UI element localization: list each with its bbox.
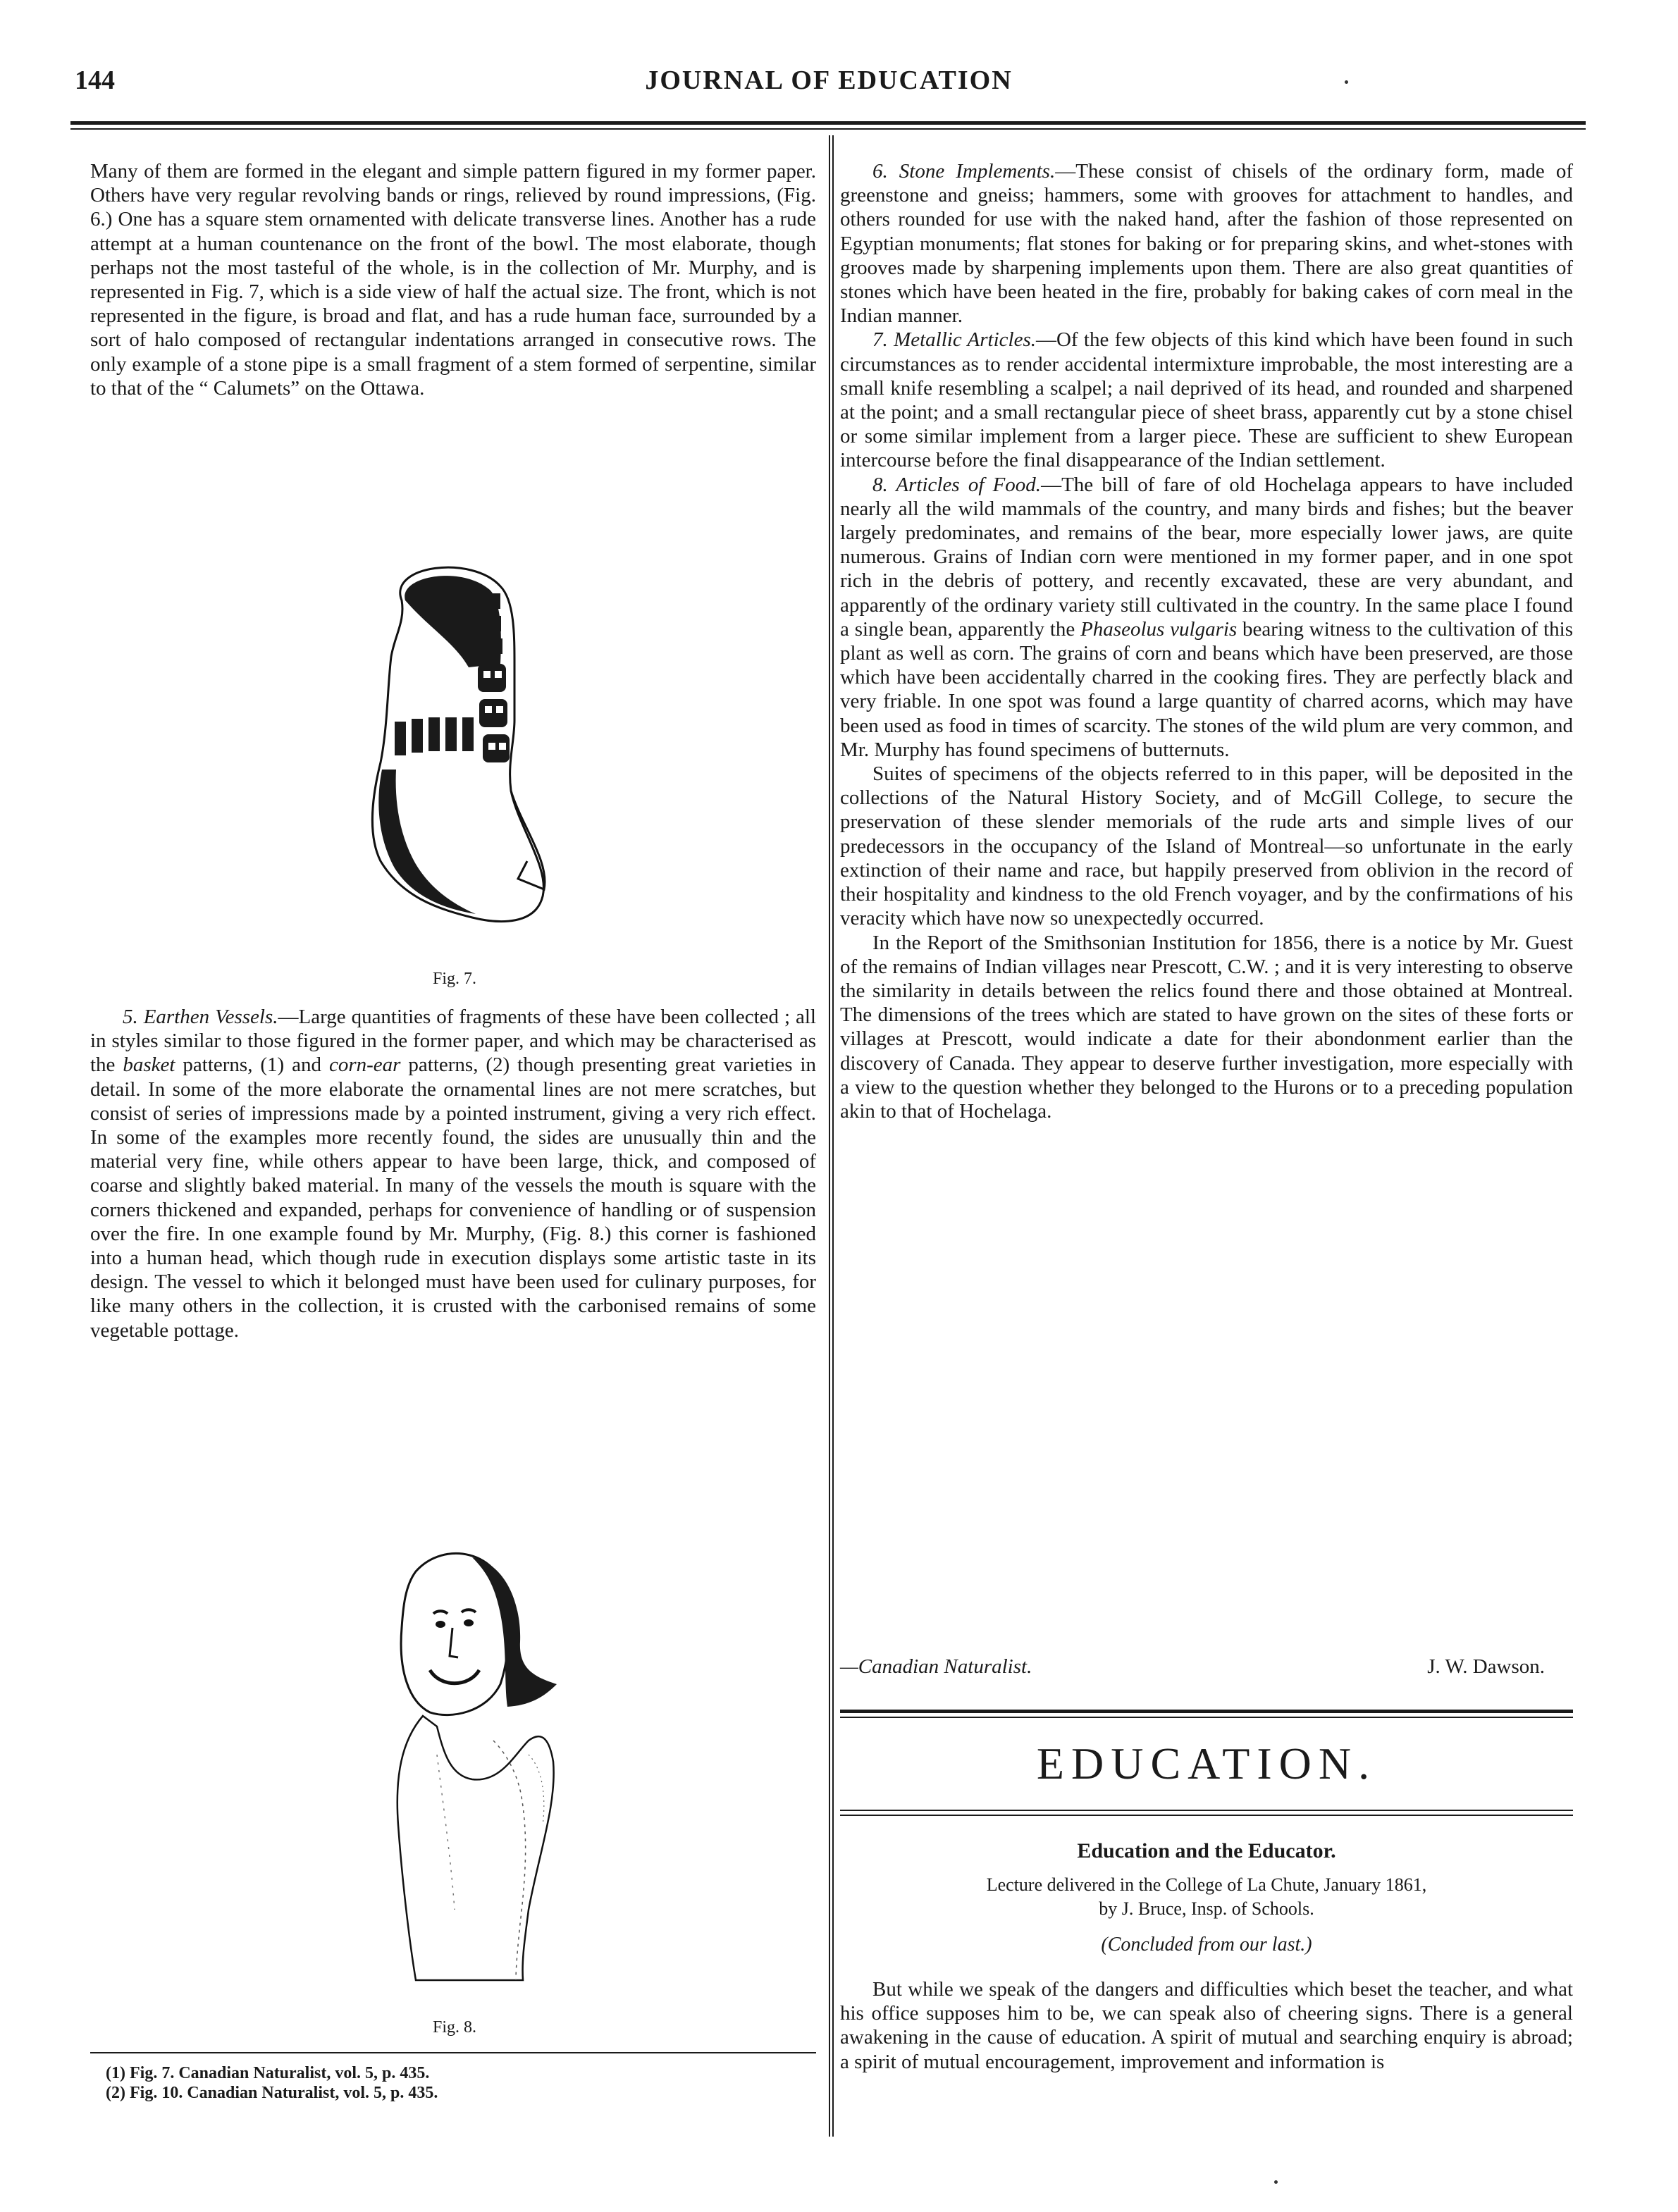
column-divider-inner [832, 135, 834, 2137]
footnote-rule [90, 2052, 816, 2053]
stone-implements-heading: 6. Stone Implements. [872, 160, 1056, 183]
source-credit: —Canadian Naturalist. [840, 1655, 1032, 1678]
food-text-b: bearing witness to the cultivation of this plant as well as corn. The grains of corn and beans which have been preserved, are those which have been accidentally charred in the cooking fires. They are perfectly black and very friable. In one spot was found a large quantity of charred acorns, which may have been used as food in times of scarcity. The stones of the wild plum are very common, and Mr. Murphy has found specimens of butternuts. [840, 617, 1574, 761]
print-speck [1345, 80, 1348, 84]
earthen-text-a: —Large quantities of fragments of these have been collected ; all in styles similar to those figured in the former paper, and which may be characterised as the [90, 1006, 816, 1077]
article-body [840, 1977, 1573, 2074]
article-title: Education and the Educator. [1077, 1839, 1336, 1862]
earthen-text-b: patterns, (1) and [175, 1054, 329, 1077]
journal-title: JOURNAL OF EDUCATION [645, 66, 1013, 95]
stone-implements-text: —These consist of chisels of the ordinary form, made of greenstone and gneiss; hammers, some with grooves for attachment to handles, and others rounded for use with the naked hand, after the fashion of those represented on Egyptian monuments; flat stones for baking or for preparing skins, and whet-stones with grooves made by sharpening implements upon them. There are also great quantities of stones which have been heated in the fire, probably for baking cakes of corn meal in the Indian manner. [840, 160, 1574, 328]
article-continuation-note: (Concluded from our last.) [1101, 1934, 1312, 1955]
earthen-text-c: patterns, (2) though presenting great varieties in detail. In some of the more elaborate the ornamental lines are not mere scratches, but consist of series of impressions made by a pointed instrument, giving a very rich effect. In some of the examples more recently found, the sides are unusually thin and the material very fine, while others appear to have been large, thick, and composed of coarse and slightly baked material. In many of the vessels the mouth is square with the corners thickened and expanded, perhaps for convenience of handling or of suspension over the fire. In one example found by Mr. Murphy, (Fig. 8.) this corner is fashioned into a human head, which though rude in execution displays some artistic taste in its design. The vessel to which it belonged must have been used for culinary purposes, for like many others in the collection, it is crusted with the carbonised remains of some vegetable pottage. [90, 1054, 816, 1342]
fig8-vessel-head-illustration [331, 1543, 599, 1994]
article-signoff [840, 1655, 1573, 1679]
fig8-caption: Fig. 8. [432, 2018, 476, 2037]
paragraph-stone-implements [840, 159, 1573, 328]
paragraph-earthen-vessels [90, 1005, 816, 1342]
article-subtitle-author: by J. Bruce, Insp. of Schools. [1099, 1898, 1314, 1919]
fig7-pipe-illustration [338, 558, 571, 967]
footnote-1: (1) Fig. 7. Canadian Naturalist, vol. 5, p. 435. [106, 2064, 430, 2082]
paragraph-pipes: Many of them are formed in the elegant and simple pattern figured in my former paper. Others have very regular revolving bands or rings, relieved by round impressions, (Fig. 6.) One has a square stem ornamented with delicate transverse lines. Another has a rude attempt at a human countenance on the front of the bowl. The most elaborate, though perhaps not the most tasteful of the whole, is in the collection of Mr. Murphy, and is represented in Fig. 7, which is a side view of half the actual size. The front, which is not represented in the figure, is broad and flat, and has a rude human face, surrounded by a sort of halo composed of rectangular indentations arranged in consecutive rows. The only example of a stone pipe is a small fragment of a stem formed of serpentine, similar to that of the “ Calumets” on the Ottawa. [90, 160, 816, 400]
paragraph-specimens: Suites of specimens of the objects referred to in this paper, will be deposited in the collections of the Natural History Society, and of McGill College, to secure the preservation of these slender memorials of the rude arts and simple lives of our predecessors in the occupancy of the Island of Montreal—so unfortunate in the early extinction of their name and race, but happily preserved from oblivion in the record of their hospitality and kindness to the old French voyager, and by the confirmations of his veracity which have now so unexpectedly occurred. [840, 762, 1573, 930]
paragraph-smithsonian: In the Report of the Smithsonian Institution for 1856, there is a notice by Mr. Guest of the remains of Indian villages near Prescott, C.W. ; and it is very interesting to observe the similarity in details between the relics found there and those obtained at Montreal. The dimensions of the trees which are stated to have grown on the sites of these forts or villages at Prescott, would indicate a date for their abondonment earlier than the discovery of Canada. They appear to deserve further investigation, more especially with a view to the question whether they belonged to the Hurons or to a preceding population akin to that of Hochelaga. [840, 931, 1573, 1123]
paragraph-metallic-articles [840, 328, 1573, 472]
section-heading-education: EDUCATION. [1036, 1738, 1377, 1788]
left-column-intro [90, 159, 816, 400]
footnote-2: (2) Fig. 10. Canadian Naturalist, vol. 5, p. 435. [106, 2084, 438, 2102]
article-subtitle-lecture: Lecture delivered in the College of La Chute, January 1861, [986, 1874, 1427, 1895]
header-rule-thick [70, 121, 1586, 125]
right-column-text [840, 159, 1573, 1123]
paragraph-education-body: But while we speak of the dangers and difficulties which beset the teacher, and what his office supposes him to be, we can speak also of cheering signs. There is a general awakening in the cause of education. A spirit of mutual and searching enquiry is abroad; a spirit of mutual encouragement, improvement and information is [840, 1978, 1573, 2073]
metallic-articles-heading: 7. Metallic Articles. [872, 328, 1036, 352]
page-header [75, 65, 1583, 107]
section-rule-lower-1 [840, 1810, 1573, 1811]
header-rule-thin [70, 128, 1586, 130]
footnotes [106, 2063, 810, 2103]
left-column-earthen-vessels [90, 1005, 816, 1342]
earthen-vessels-heading: 5. Earthen Vessels. [123, 1006, 278, 1028]
section-rule-thick [840, 1710, 1573, 1713]
corn-ear-term: corn-ear [328, 1054, 401, 1077]
print-speck [1274, 2180, 1278, 2184]
species-name: Phaseolus vulgaris [1080, 617, 1238, 641]
food-text-a: —The bill of fare of old Hochelaga appears to have included nearly all the wild mammals of the country, and many birds and fishes; but the beaver largely predominates, and remains of the bear, more especially lower jaws, are quite numerous. Grains of Indian corn were mentioned in my former paper, and in one spot rich in the debris of pottery, and recently excavated, these are very abundant, and apparently of the ordinary variety still cultivated in the country. In the same place I found a single bean, apparently the [840, 473, 1573, 641]
section-rule-thin [840, 1717, 1573, 1718]
basket-term: basket [123, 1054, 175, 1077]
page-number: 144 [75, 66, 115, 95]
section-rule-lower-2 [840, 1815, 1573, 1816]
author-name: J. W. Dawson. [1427, 1655, 1545, 1678]
fig7-caption: Fig. 7. [432, 970, 476, 988]
articles-of-food-heading: 8. Articles of Food. [872, 473, 1042, 496]
column-divider [829, 135, 830, 2137]
paragraph-articles-of-food [840, 473, 1573, 762]
metallic-articles-text: —Of the few objects of this kind which have been found in such circumstances as to render accidental intermixture improbable, the most interesting are a small knife resembling a scalpel; a nail deprived of its head, and rounded and sharpened at the point; and a small rectangular piece of sheet brass, apparently cut by a stone chisel or some similar implement from a larger piece. These are sufficient to shew European intercourse before the final disappearance of the Indian settlement. [840, 328, 1573, 472]
